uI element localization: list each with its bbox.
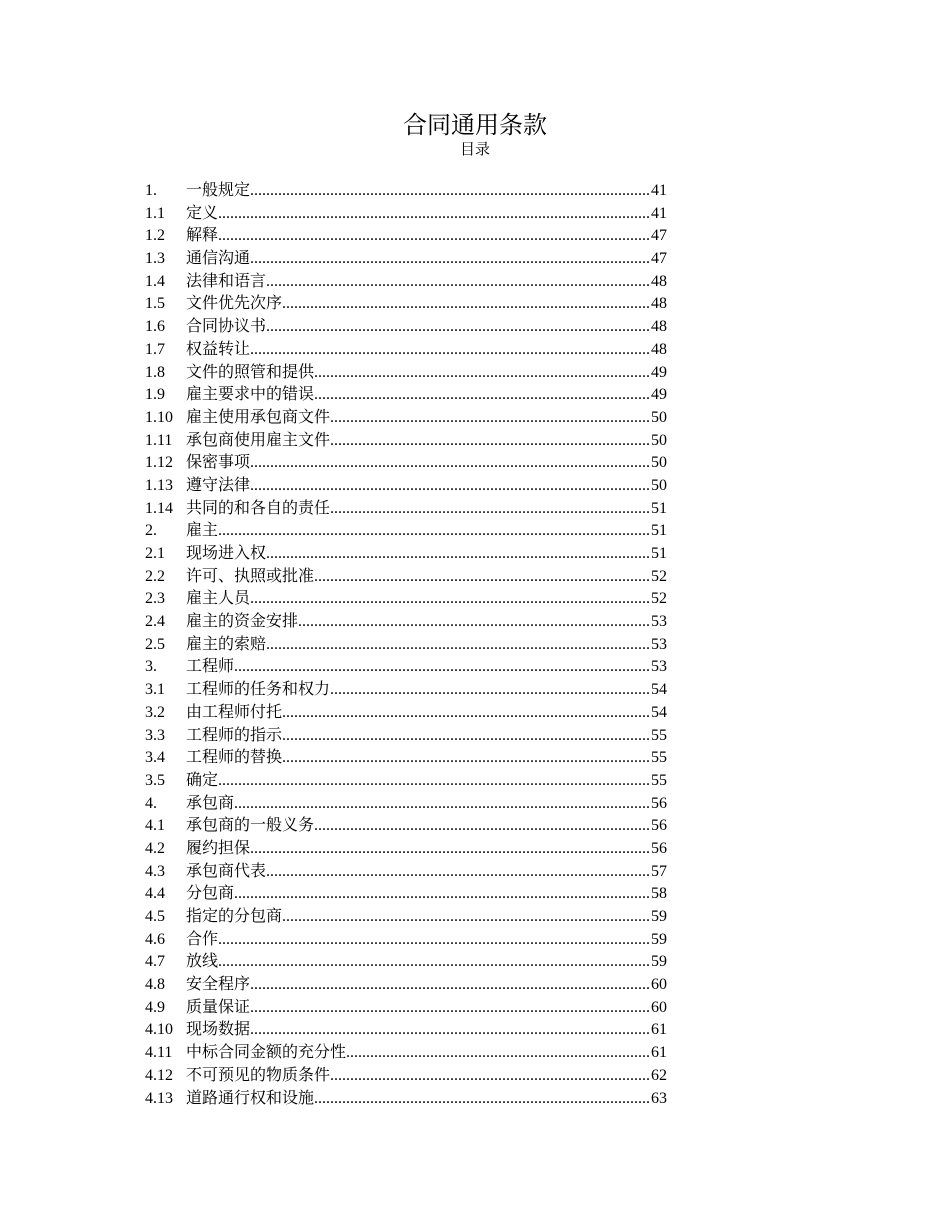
toc-entry-page-number: 56 xyxy=(651,817,667,835)
toc-entry-page-number: 62 xyxy=(651,1066,667,1084)
toc-entry[interactable] xyxy=(145,271,667,294)
toc-entry-number: 4.1 xyxy=(145,817,165,835)
toc-entry-title: 现场进入权 xyxy=(186,545,267,562)
toc-entry-title: 共同的和各自的责任 xyxy=(186,499,331,517)
toc-dot-leader xyxy=(330,679,651,702)
toc-entry-number: 4.5 xyxy=(145,908,165,925)
toc-dot-leader xyxy=(250,974,651,997)
toc-dot-leader xyxy=(250,997,651,1020)
toc-dot-leader xyxy=(282,293,651,316)
toc-entry-page-number: 61 xyxy=(651,1021,667,1039)
toc-entry-page-number: 47 xyxy=(651,250,667,268)
toc-entry[interactable] xyxy=(145,997,667,1020)
toc-dot-leader xyxy=(218,520,651,543)
toc-entry-page-number: 56 xyxy=(651,794,667,812)
toc-dot-leader xyxy=(282,725,651,748)
toc-entry-page-number: 47 xyxy=(651,227,667,245)
toc-entry[interactable] xyxy=(145,225,667,248)
toc-entry-title: 雇主要求中的错误 xyxy=(186,386,315,404)
toc-entry-number: 1.10 xyxy=(145,408,173,426)
toc-dot-leader xyxy=(250,248,651,271)
toc-entry-page-number: 51 xyxy=(651,522,667,540)
toc-entry[interactable] xyxy=(145,498,667,521)
toc-dot-leader xyxy=(218,770,651,793)
table-of-contents xyxy=(145,180,667,1110)
toc-entry[interactable] xyxy=(145,316,667,339)
toc-entry-number: 2.4 xyxy=(145,613,165,631)
toc-entry[interactable] xyxy=(145,588,667,611)
toc-entry[interactable] xyxy=(145,634,667,657)
toc-entry-title: 现场数据 xyxy=(186,1021,251,1039)
toc-entry-page-number: 54 xyxy=(651,703,667,721)
toc-dot-leader xyxy=(250,1019,651,1042)
toc-dot-leader xyxy=(250,475,651,498)
toc-dot-leader xyxy=(266,316,651,339)
toc-dot-leader xyxy=(330,430,651,453)
toc-entry[interactable] xyxy=(145,407,667,430)
toc-entry-number: 4.12 xyxy=(145,1066,173,1084)
toc-entry-number: 4.2 xyxy=(145,839,165,857)
toc-entry-title: 中标合同金额的充分性 xyxy=(186,1044,347,1062)
toc-entry-title: 保密事项 xyxy=(186,454,251,472)
toc-entry-title: 承包商 xyxy=(186,794,235,812)
toc-entry-title: 工程师的指示 xyxy=(186,726,283,744)
toc-dot-leader xyxy=(218,929,651,952)
toc-entry-title: 安全程序 xyxy=(186,976,251,994)
toc-entry-number: 4.4 xyxy=(145,885,165,903)
toc-entry-number: 4. xyxy=(145,794,157,812)
toc-entry[interactable] xyxy=(145,475,667,498)
toc-entry-title: 不可预见的物质条件 xyxy=(186,1066,331,1084)
toc-entry-title: 工程师的替换 xyxy=(186,749,283,767)
toc-entry-title: 许可、执照或批准 xyxy=(186,567,315,585)
toc-dot-leader xyxy=(314,815,651,838)
toc-dot-leader xyxy=(250,588,651,611)
toc-entry-page-number: 59 xyxy=(651,930,667,948)
toc-entry-number: 3.2 xyxy=(145,703,165,721)
toc-dot-leader xyxy=(266,271,651,294)
toc-dot-leader xyxy=(314,1088,651,1111)
toc-entry-page-number: 58 xyxy=(651,885,667,903)
toc-entry-title: 文件的照管和提供 xyxy=(186,363,315,381)
toc-entry-page-number: 52 xyxy=(651,590,667,608)
toc-dot-leader xyxy=(266,861,651,884)
toc-entry-number: 1.8 xyxy=(145,363,165,381)
toc-entry-page-number: 55 xyxy=(651,771,667,789)
toc-dot-leader xyxy=(330,407,651,430)
toc-entry-page-number: 53 xyxy=(651,658,667,676)
toc-entry-number: 3.4 xyxy=(145,749,165,767)
toc-entry-number: 4.11 xyxy=(145,1044,173,1062)
toc-entry[interactable] xyxy=(145,339,667,362)
toc-entry-number: 3.5 xyxy=(145,771,165,789)
toc-entry-title: 承包商使用雇主文件 xyxy=(186,431,331,449)
toc-entry[interactable] xyxy=(145,248,667,271)
toc-entry[interactable] xyxy=(145,951,667,974)
toc-dot-leader xyxy=(234,883,651,906)
toc-entry[interactable] xyxy=(145,1019,667,1042)
toc-entry[interactable] xyxy=(145,815,667,838)
toc-entry-number: 2. xyxy=(145,522,157,540)
toc-dot-leader xyxy=(298,611,651,634)
toc-dot-leader xyxy=(314,362,651,385)
toc-entry-number: 1.13 xyxy=(145,476,173,494)
toc-entry[interactable] xyxy=(145,611,667,634)
toc-entry[interactable] xyxy=(145,702,667,725)
toc-entry-title: 通信沟通 xyxy=(186,250,251,268)
toc-entry-number: 4.10 xyxy=(145,1021,173,1039)
toc-entry-title: 合同协议书 xyxy=(186,318,267,336)
toc-dot-leader xyxy=(218,951,651,974)
toc-entry-number: 1.9 xyxy=(145,386,165,404)
toc-entry-number: 1.7 xyxy=(145,340,165,358)
toc-dot-leader xyxy=(330,498,651,521)
toc-entry[interactable] xyxy=(145,929,667,952)
toc-entry-title: 雇主 xyxy=(186,522,219,540)
toc-entry-number: 2.5 xyxy=(145,635,165,653)
toc-entry[interactable] xyxy=(145,452,667,475)
toc-entry[interactable] xyxy=(145,725,667,748)
toc-entry-page-number: 55 xyxy=(651,726,667,744)
toc-entry-number: 1.14 xyxy=(145,499,173,517)
toc-dot-leader xyxy=(250,452,651,475)
toc-entry-number: 3. xyxy=(145,658,157,676)
toc-entry-title: 定义 xyxy=(186,204,219,222)
toc-entry[interactable] xyxy=(145,543,667,566)
toc-entry-title: 由工程师付托 xyxy=(186,703,283,721)
toc-entry-page-number: 59 xyxy=(651,953,667,971)
toc-dot-leader xyxy=(234,656,651,679)
toc-entry-number: 4.3 xyxy=(145,862,165,880)
document-title: 合同通用条款 xyxy=(403,113,547,139)
toc-dot-leader xyxy=(282,702,651,725)
toc-entry-number: 1.1 xyxy=(145,204,165,222)
toc-entry[interactable] xyxy=(145,974,667,997)
toc-entry-page-number: 55 xyxy=(651,749,667,767)
toc-entry-page-number: 49 xyxy=(651,363,667,381)
toc-dot-leader xyxy=(346,1042,651,1065)
toc-entry-number: 1.2 xyxy=(145,227,165,245)
toc-entry-title: 一般规定 xyxy=(186,182,251,199)
toc-entry-title: 文件优先次序 xyxy=(186,295,283,313)
toc-entry-title: 质量保证 xyxy=(186,998,251,1016)
toc-dot-leader xyxy=(234,793,651,816)
toc-entry-page-number: 50 xyxy=(651,408,667,426)
toc-entry-number: 1.5 xyxy=(145,295,165,313)
toc-entry-title: 道路通行权和设施 xyxy=(186,1089,315,1107)
toc-entry[interactable] xyxy=(145,838,667,861)
toc-entry-page-number: 48 xyxy=(651,295,667,313)
toc-entry-title: 雇主使用承包商文件 xyxy=(186,408,331,426)
toc-entry-number: 4.6 xyxy=(145,930,165,948)
toc-entry[interactable] xyxy=(145,747,667,770)
toc-entry-title: 雇主人员 xyxy=(186,590,251,608)
toc-entry-page-number: 57 xyxy=(651,862,667,880)
toc-entry[interactable] xyxy=(145,861,667,884)
toc-entry-page-number: 60 xyxy=(651,976,667,994)
toc-entry[interactable] xyxy=(145,180,667,203)
toc-dot-leader xyxy=(250,339,651,362)
toc-entry-number: 2.3 xyxy=(145,590,165,608)
toc-entry-number: 2.2 xyxy=(145,567,165,585)
toc-entry-page-number: 51 xyxy=(651,499,667,517)
toc-entry-title: 承包商的一般义务 xyxy=(186,817,315,835)
toc-entry-number: 2.1 xyxy=(145,545,165,562)
toc-entry-title: 工程师 xyxy=(186,658,235,676)
toc-entry-page-number: 53 xyxy=(651,635,667,653)
toc-entry-title: 雇主的索赔 xyxy=(186,635,267,653)
toc-entry[interactable] xyxy=(145,770,667,793)
toc-entry-page-number: 50 xyxy=(651,431,667,449)
toc-entry-page-number: 52 xyxy=(651,567,667,585)
toc-entry-number: 4.13 xyxy=(145,1089,173,1107)
toc-entry-number: 1.12 xyxy=(145,454,173,472)
toc-dot-leader xyxy=(250,838,651,861)
toc-dot-leader xyxy=(330,1065,651,1088)
toc-entry-number: 3.3 xyxy=(145,726,165,744)
toc-dot-leader xyxy=(218,225,651,248)
toc-entry-title: 工程师的任务和权力 xyxy=(186,681,331,699)
toc-entry-number: 4.7 xyxy=(145,953,165,971)
toc-entry[interactable] xyxy=(145,883,667,906)
toc-entry-title: 法律和语言 xyxy=(186,272,267,290)
toc-entry-title: 确定 xyxy=(186,771,219,789)
toc-dot-leader xyxy=(218,203,651,226)
toc-dot-leader xyxy=(266,543,651,566)
toc-entry[interactable] xyxy=(145,566,667,589)
toc-heading: 目录 xyxy=(459,142,490,158)
toc-entry[interactable] xyxy=(145,430,667,453)
toc-entry[interactable] xyxy=(145,520,667,543)
toc-entry-page-number: 48 xyxy=(651,318,667,336)
toc-entry-page-number: 63 xyxy=(651,1089,667,1107)
toc-entry-page-number: 51 xyxy=(651,545,667,562)
toc-entry-title: 履约担保 xyxy=(186,839,251,857)
toc-entry-page-number: 61 xyxy=(651,1044,667,1062)
toc-entry-title: 遵守法律 xyxy=(186,476,251,494)
toc-entry-page-number: 59 xyxy=(651,908,667,925)
toc-entry-title: 承包商代表 xyxy=(186,862,267,880)
toc-dot-leader xyxy=(250,180,651,203)
toc-entry-page-number: 53 xyxy=(651,613,667,631)
toc-entry[interactable] xyxy=(145,793,667,816)
toc-entry[interactable] xyxy=(145,384,667,407)
toc-entry-title: 分包商 xyxy=(186,885,235,903)
toc-entry-number: 4.9 xyxy=(145,998,165,1016)
toc-entry-page-number: 49 xyxy=(651,386,667,404)
toc-entry-number: 3.1 xyxy=(145,681,165,699)
toc-dot-leader xyxy=(314,566,651,589)
toc-entry-title: 权益转让 xyxy=(186,340,251,358)
toc-entry-title: 合作 xyxy=(186,930,219,948)
toc-entry-title: 雇主的资金安排 xyxy=(186,613,299,631)
toc-entry-number: 1. xyxy=(145,182,157,199)
toc-entry[interactable] xyxy=(145,906,667,929)
toc-entry[interactable] xyxy=(145,203,667,226)
toc-entry-page-number: 60 xyxy=(651,998,667,1016)
toc-entry-page-number: 41 xyxy=(651,204,667,222)
toc-entry-page-number: 41 xyxy=(651,182,667,199)
toc-entry-page-number: 56 xyxy=(651,839,667,857)
toc-dot-leader xyxy=(282,906,651,929)
toc-entry-page-number: 48 xyxy=(651,340,667,358)
toc-entry[interactable] xyxy=(145,293,667,316)
toc-entry-number: 4.8 xyxy=(145,976,165,994)
toc-entry-title: 解释 xyxy=(186,227,219,245)
toc-entry-page-number: 50 xyxy=(651,476,667,494)
toc-entry-page-number: 48 xyxy=(651,272,667,290)
toc-entry-page-number: 54 xyxy=(651,681,667,699)
toc-entry-number: 1.11 xyxy=(145,431,173,449)
toc-entry[interactable] xyxy=(145,362,667,385)
toc-entry[interactable] xyxy=(145,1065,667,1088)
toc-entry-page-number: 50 xyxy=(651,454,667,472)
toc-entry-number: 1.4 xyxy=(145,272,165,290)
toc-entry[interactable] xyxy=(145,679,667,702)
toc-entry[interactable] xyxy=(145,656,667,679)
toc-entry[interactable] xyxy=(145,1088,667,1111)
toc-dot-leader xyxy=(314,384,651,407)
toc-entry-title: 指定的分包商 xyxy=(186,908,283,925)
toc-entry-number: 1.6 xyxy=(145,318,165,336)
toc-entry-title: 放线 xyxy=(186,953,219,971)
toc-entry-number: 1.3 xyxy=(145,250,165,268)
toc-dot-leader xyxy=(282,747,651,770)
toc-entry[interactable] xyxy=(145,1042,667,1065)
toc-dot-leader xyxy=(266,634,651,657)
